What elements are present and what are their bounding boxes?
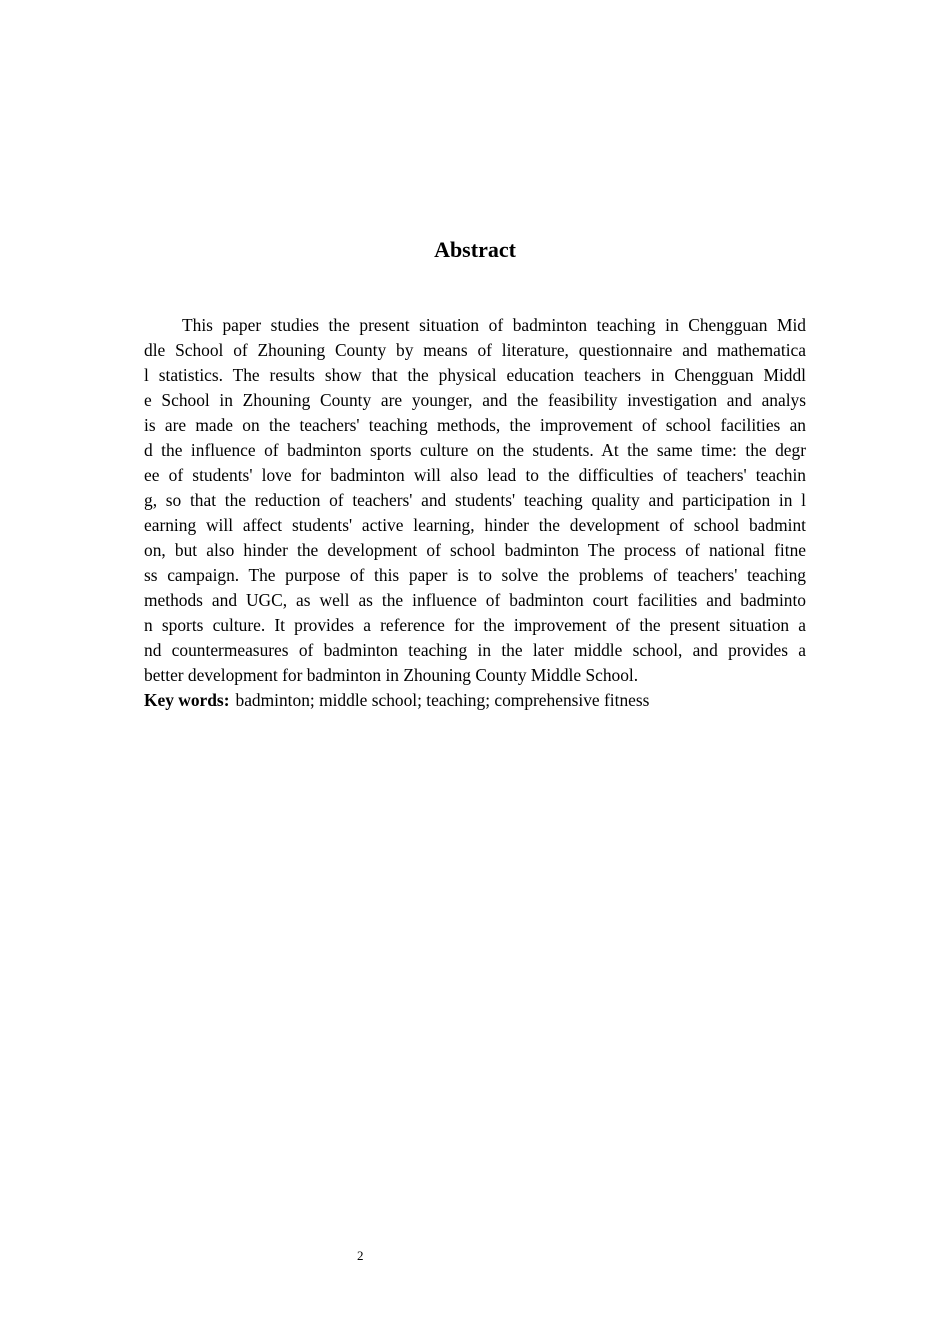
abstract-line: e School in Zhouning County are younger, and the feasibility investigation and analys — [144, 390, 806, 410]
abstract-paragraph — [144, 313, 806, 688]
abstract-line: ee of students' love for badminton will also lead to the difficulties of teachers' teachin — [144, 465, 806, 485]
abstract-body — [144, 313, 806, 713]
abstract-line: This paper studies the present situation of badminton teaching in Chengguan Mid — [182, 315, 806, 335]
abstract-line: nd countermeasures of badminton teaching in the later middle school, and provides a — [144, 640, 806, 660]
abstract-line: d the influence of badminton sports culture on the students. At the same time: the degr — [144, 440, 806, 460]
abstract-line: ss campaign. The purpose of this paper is to solve the problems of teachers' teaching — [144, 565, 806, 585]
abstract-line: methods and UGC, as well as the influence of badminton court facilities and badminto — [144, 590, 806, 610]
abstract-line: dle School of Zhouning County by means of literature, questionnaire and mathematica — [144, 340, 806, 360]
page-number: 2 — [357, 1248, 364, 1263]
abstract-title: Abstract — [434, 237, 516, 262]
abstract-line: n sports culture. It provides a reference for the improvement of the present situation a — [144, 615, 806, 635]
abstract-line: better development for badminton in Zhouning County Middle School. — [144, 665, 639, 685]
keywords-text: badminton; middle school; teaching; comprehensive fitness — [235, 690, 650, 710]
abstract-line: earning will affect students' active learning, hinder the development of school badmint — [144, 515, 806, 535]
abstract-line: on, but also hinder the development of school badminton The process of national fitne — [144, 540, 806, 560]
keywords-label: Key words: — [144, 690, 230, 710]
abstract-line: g, so that the reduction of teachers' and students' teaching quality and participation in l — [144, 490, 806, 510]
keywords — [144, 688, 806, 713]
abstract-line: l statistics. The results show that the physical education teachers in Chengguan Middl — [144, 365, 806, 385]
abstract-line: is are made on the teachers' teaching methods, the improvement of school facilities an — [144, 415, 806, 435]
